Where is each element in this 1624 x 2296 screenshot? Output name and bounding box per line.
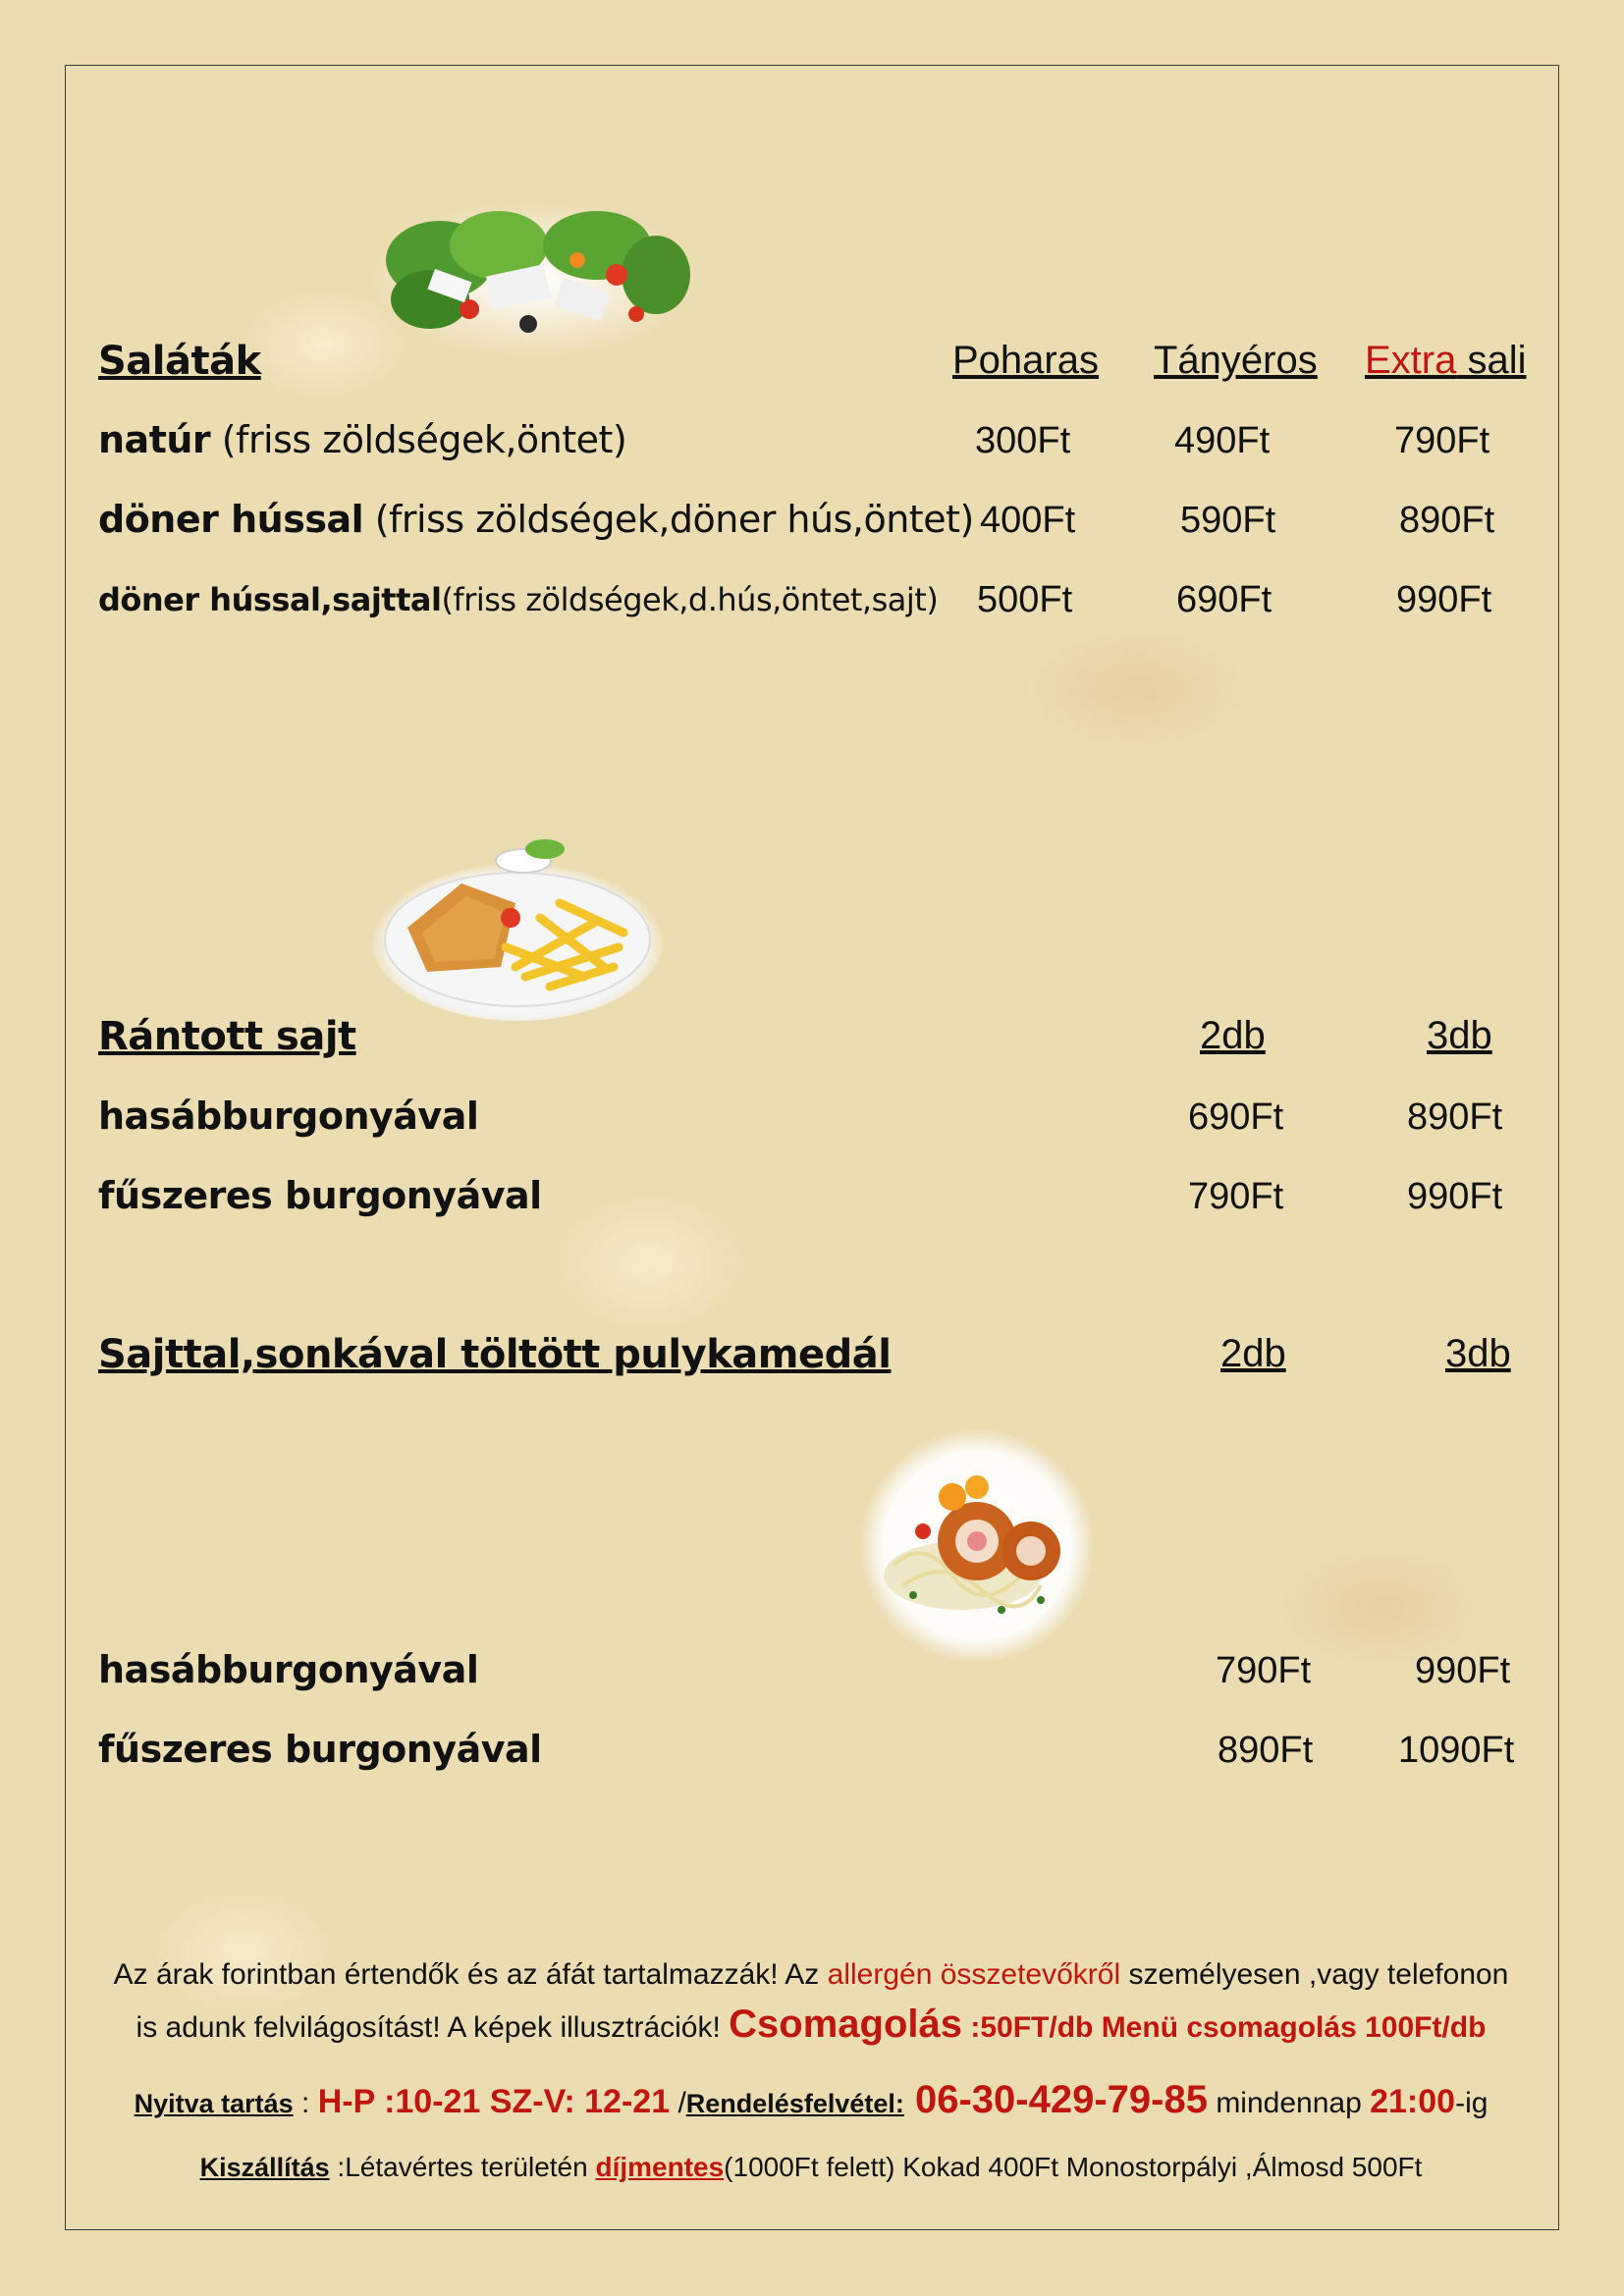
- col-tanyeros: Tányéros: [1154, 339, 1318, 382]
- item-desc: (friss zöldségek,döner hús,öntet): [363, 498, 974, 541]
- price: 990Ft: [1407, 1176, 1503, 1217]
- salad-row-natur: [98, 418, 626, 461]
- price: 1090Ft: [1398, 1730, 1515, 1771]
- turkey-title: Sajttal,sonkával töltött pulykamedál: [98, 1332, 892, 1377]
- separator: :: [293, 2087, 318, 2119]
- footer-delivery-line: [65, 2152, 1557, 2183]
- footer-text: Az árak forintban értendők és az áfát tartalmazzák! Az: [113, 1958, 828, 1991]
- hours-label: Nyitva tartás: [134, 2089, 294, 2118]
- price: 690Ft: [1188, 1096, 1284, 1138]
- price: 590Ft: [1180, 500, 1276, 541]
- fried-cheese-plate-image: [368, 820, 668, 1026]
- price: 990Ft: [1396, 579, 1492, 620]
- salads-title: Saláták: [98, 339, 261, 384]
- item-name: natúr: [98, 418, 211, 461]
- footer-line-2: [65, 2002, 1557, 2047]
- packaging-price: :50FT/db Menü csomagolás 100Ft/db: [962, 2011, 1487, 2044]
- footer-text: személyesen ,vagy telefonon: [1120, 1958, 1509, 1991]
- every-day-text: mindennap: [1207, 2087, 1371, 2119]
- price: 890Ft: [1399, 500, 1495, 541]
- price: 790Ft: [1188, 1176, 1284, 1217]
- price: 790Ft: [1394, 420, 1490, 461]
- col-2db: 2db: [1200, 1014, 1266, 1057]
- fried-cheese-row: fűszeres burgonyával: [98, 1174, 542, 1217]
- footer-hours-line: [65, 2078, 1557, 2122]
- price: 400Ft: [980, 500, 1076, 541]
- footer-line-1: [65, 1958, 1557, 1992]
- fried-cheese-title: Rántott sajt: [98, 1014, 356, 1059]
- price: 500Ft: [977, 579, 1073, 620]
- col-extra-accent: Extra: [1365, 339, 1457, 382]
- footer-text: is adunk felvilágosítást! A képek illusztrációk!: [135, 2011, 730, 2044]
- price: 690Ft: [1176, 579, 1272, 620]
- delivery-free: díjmentes: [595, 2152, 725, 2182]
- price: 990Ft: [1415, 1650, 1511, 1691]
- packaging-label: Csomagolás: [729, 2002, 963, 2046]
- order-label: Rendelésfelvétel:: [685, 2089, 904, 2118]
- separator: /: [670, 2087, 686, 2119]
- item-desc: (friss zöldségek,d.hús,öntet,sajt): [441, 581, 939, 618]
- salad-row-doner: [98, 498, 974, 541]
- price: 790Ft: [1216, 1650, 1312, 1691]
- item-name: döner hússal: [98, 498, 364, 541]
- delivery-label: Kiszállítás: [199, 2153, 330, 2182]
- price: 890Ft: [1407, 1096, 1503, 1138]
- fried-cheese-row: hasábburgonyával: [98, 1095, 479, 1138]
- item-name: döner hússal,sajttal: [98, 581, 442, 618]
- page-border: [65, 65, 1559, 2230]
- col-3db: 3db: [1445, 1332, 1511, 1375]
- col-extra-rest: sali: [1456, 339, 1527, 382]
- until-time: 21:00: [1370, 2083, 1456, 2120]
- item-desc: (friss zöldségek,öntet): [210, 418, 627, 461]
- delivery-text: (1000Ft felett) Kokad 400Ft Monostorpályi ,Álmosd 500Ft: [724, 2152, 1423, 2182]
- turkey-row: fűszeres burgonyával: [98, 1728, 542, 1771]
- price: 300Ft: [975, 420, 1071, 461]
- price: 490Ft: [1174, 420, 1271, 461]
- col-poharas: Poharas: [952, 339, 1099, 382]
- col-2db: 2db: [1220, 1332, 1286, 1375]
- salad-bowl-image: [371, 191, 695, 358]
- col-3db: 3db: [1427, 1014, 1492, 1057]
- hours-value: H-P :10-21 SZ-V: 12-21: [317, 2083, 671, 2120]
- allergen-text: allergén összetevőkről: [827, 1958, 1121, 1991]
- phone-number[interactable]: 06-30-429-79-85: [903, 2078, 1208, 2121]
- turkey-row: hasábburgonyával: [98, 1648, 479, 1691]
- col-extra-sali: [1365, 339, 1527, 383]
- price: 890Ft: [1218, 1730, 1314, 1771]
- delivery-text: :Létavértes területén: [329, 2152, 596, 2182]
- salad-row-doner-sajt: [98, 581, 938, 618]
- until-suffix: -ig: [1455, 2087, 1489, 2119]
- stuffed-turkey-plate-image: [854, 1428, 1100, 1664]
